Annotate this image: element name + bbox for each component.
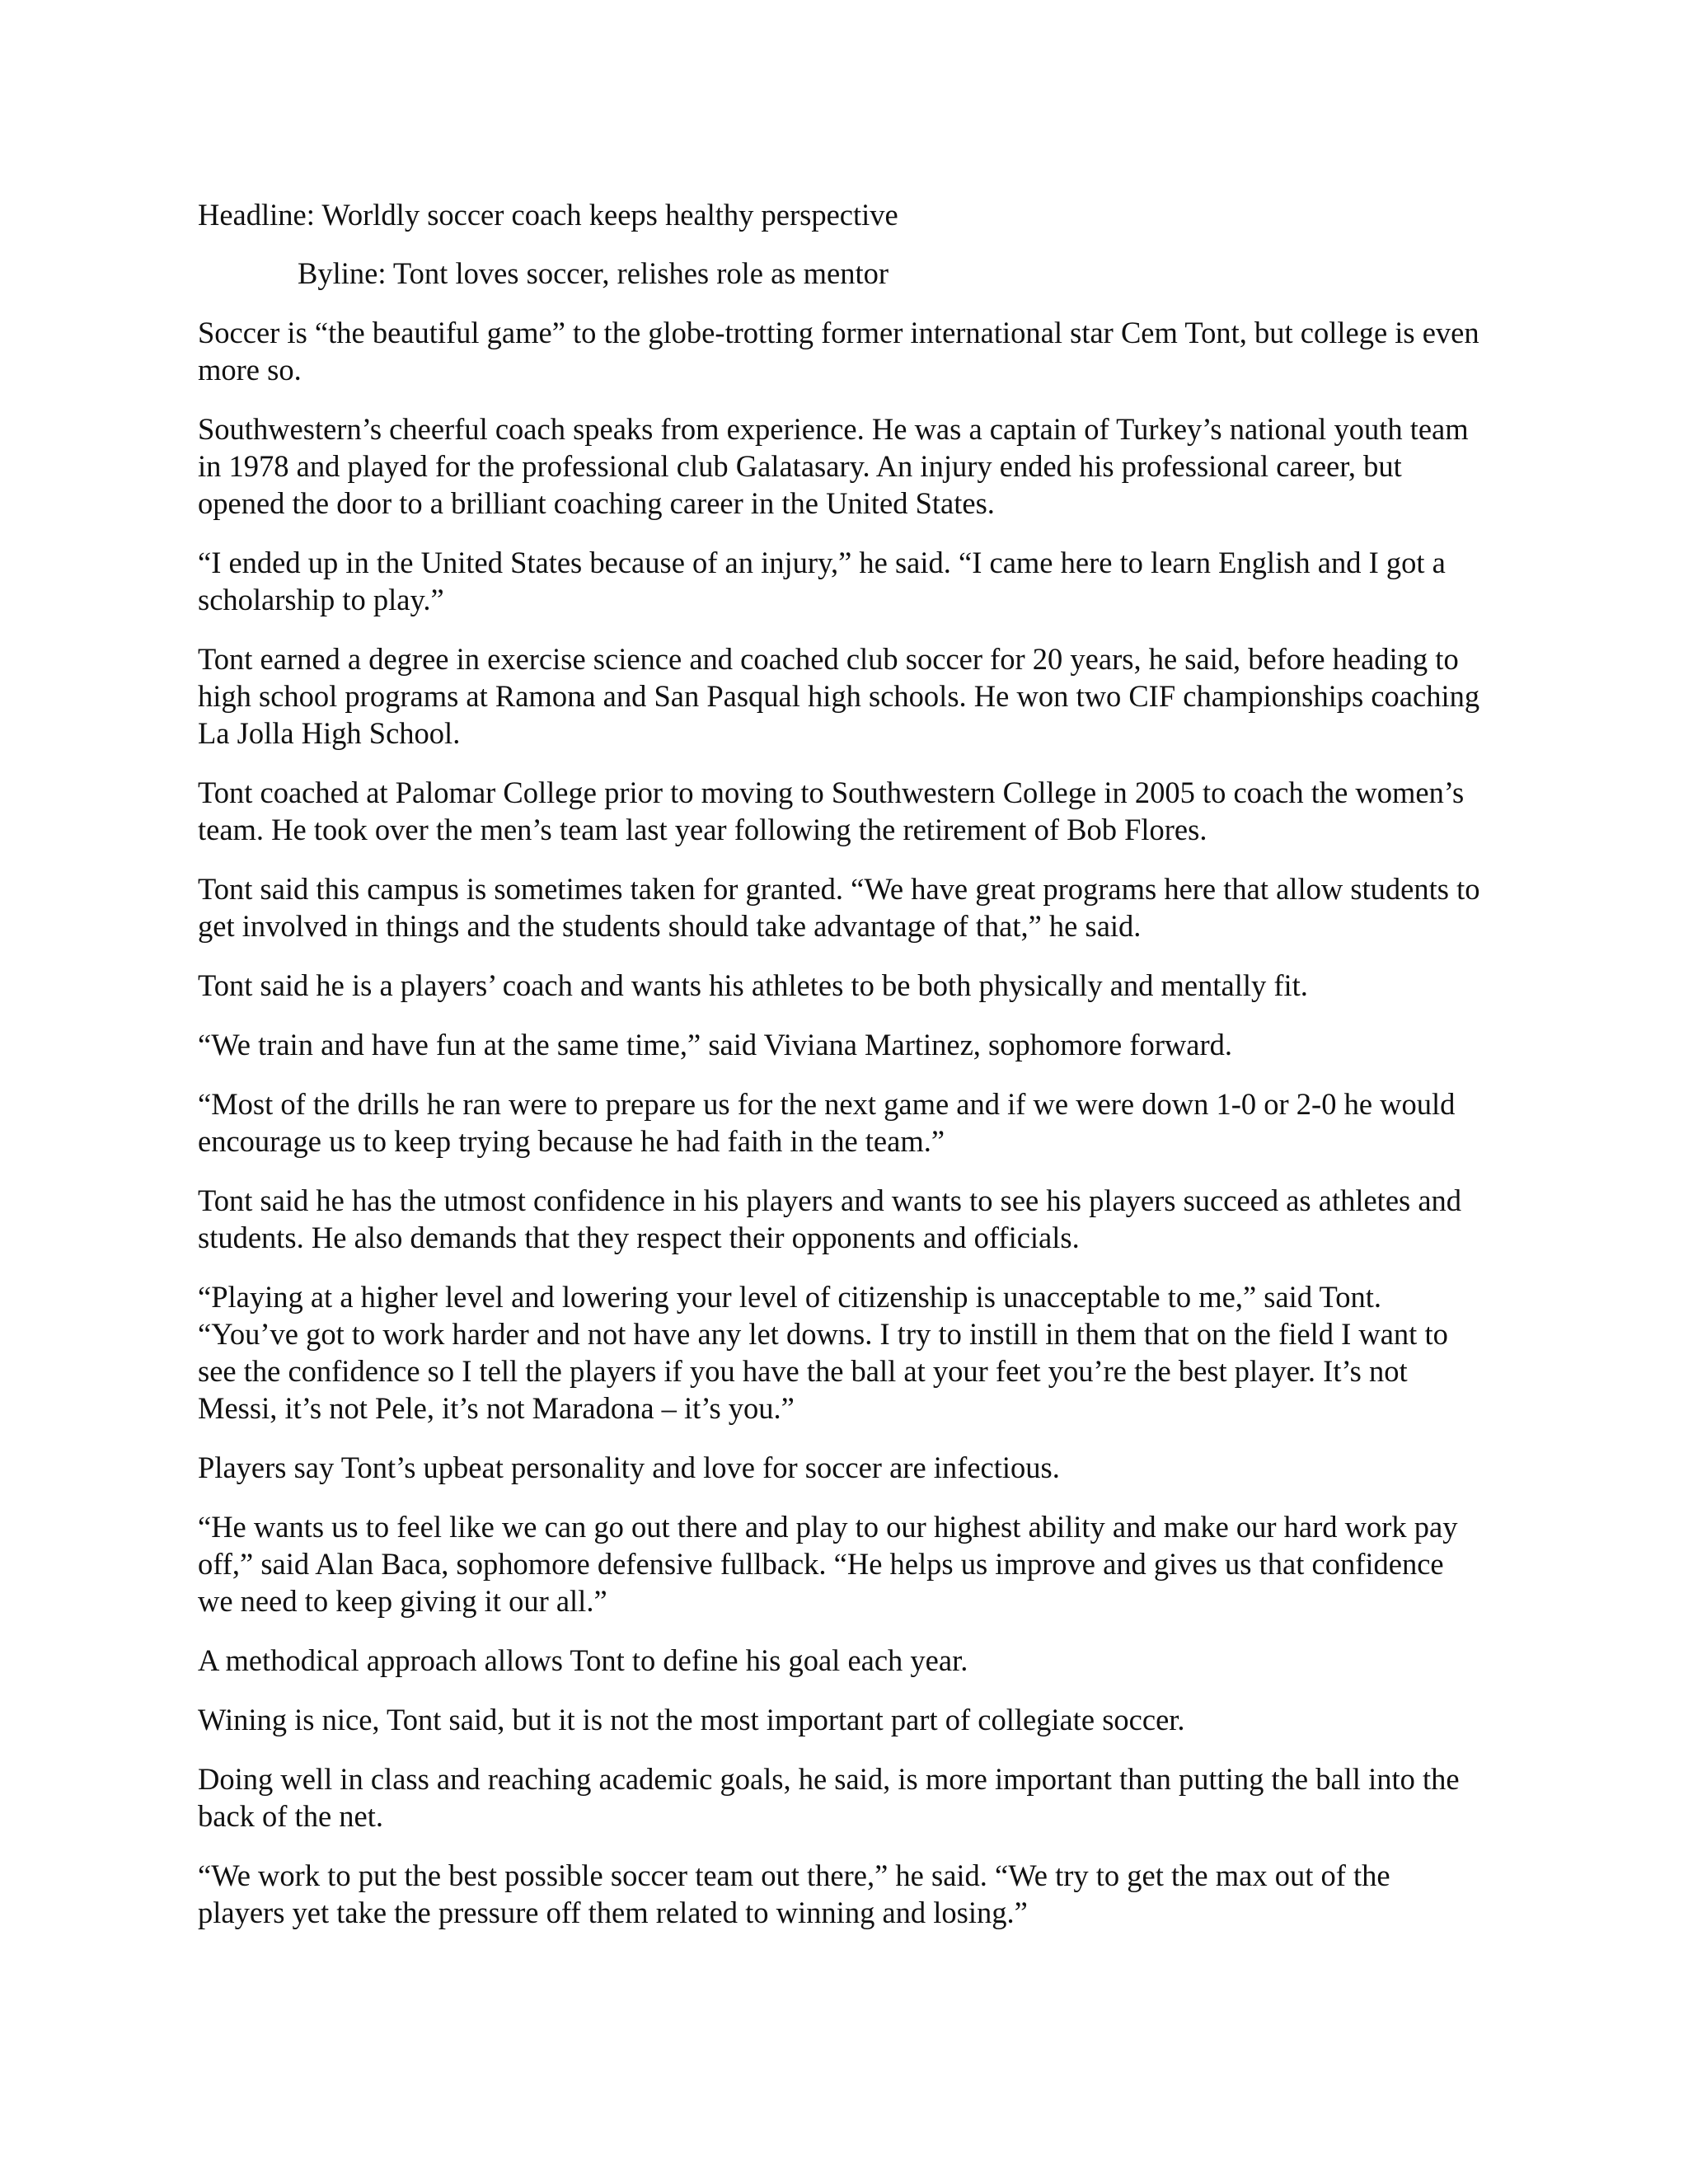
paragraph: Tont said he is a players’ coach and wants his athletes to be both physically and mentally fit. [198, 968, 1308, 1002]
paragraph: Wining is nice, Tont said, but it is not the most important part of collegiate soccer. [198, 1703, 1185, 1736]
paragraph: “Playing at a higher level and lowering your level of citizenship is unacceptable to me,” said Tont. “You’ve got to work harder and not have any let downs. I try to instill in them that on the field I want to see the confidence so I tell the players if you have the ball at your feet you’re the best player. It’s not Messi, it’s not Pele, it’s not Maradona – it’s you.” [198, 1280, 1448, 1425]
paragraph: “He wants us to feel like we can go out there and play to our highest ability and make our hard work pay off,” said Alan Baca, sophomore defensive fullback. “He helps us improve and gives us that confidence we need to keep giving it our all.” [198, 1510, 1458, 1618]
paragraph: Tont earned a degree in exercise science and coached club soccer for 20 years, he said, before heading to high school programs at Ramona and San Pasqual high schools. He won two CIF championships coaching La Jolla High School. [198, 642, 1480, 750]
headline: Headline: Worldly soccer coach keeps healthy perspective [198, 198, 898, 232]
article-body [198, 196, 1484, 1953]
paragraph: Doing well in class and reaching academic goals, he said, is more important than putting the ball into the back of the net. [198, 1762, 1460, 1833]
byline: Byline: Tont loves soccer, relishes role as mentor [298, 256, 889, 290]
paragraph: Tont said he has the utmost confidence in his players and wants to see his players succeed as athletes and students. He also demands that they respect their opponents and officials. [198, 1183, 1462, 1254]
paragraph: “We work to put the best possible soccer team out there,” he said. “We try to get the max out of the players yet take the pressure off them related to winning and losing.” [198, 1858, 1390, 1929]
paragraph: Tont coached at Palomar College prior to moving to Southwestern College in 2005 to coach the women’s team. He took over the men’s team last year following the retirement of Bob Flores. [198, 776, 1465, 846]
paragraph: Tont said this campus is sometimes taken for granted. “We have great programs here that allow students to get involved in things and the students should take advantage of that,” he said. [198, 872, 1480, 943]
paragraph: Players say Tont’s upbeat personality and love for soccer are infectious. [198, 1451, 1060, 1484]
paragraph: “I ended up in the United States because of an injury,” he said. “I came here to learn English and I got a scholarship to play.” [198, 546, 1446, 616]
paragraph: A methodical approach allows Tont to define his goal each year. [198, 1643, 968, 1677]
paragraph: Soccer is “the beautiful game” to the globe-trotting former international star Cem Tont, but college is even more so. [198, 316, 1479, 387]
paragraph: Southwestern’s cheerful coach speaks from experience. He was a captain of Turkey’s national youth team in 1978 and played for the professional club Galatasary. An injury ended his professional career, but opened the door to a brilliant coaching career in the United States. [198, 412, 1469, 520]
paragraph: “We train and have fun at the same time,” said Viviana Martinez, sophomore forward. [198, 1028, 1233, 1062]
paragraph: “Most of the drills he ran were to prepare us for the next game and if we were down 1-0 or 2-0 he would encourage us to keep trying because he had faith in the team.” [198, 1087, 1456, 1158]
